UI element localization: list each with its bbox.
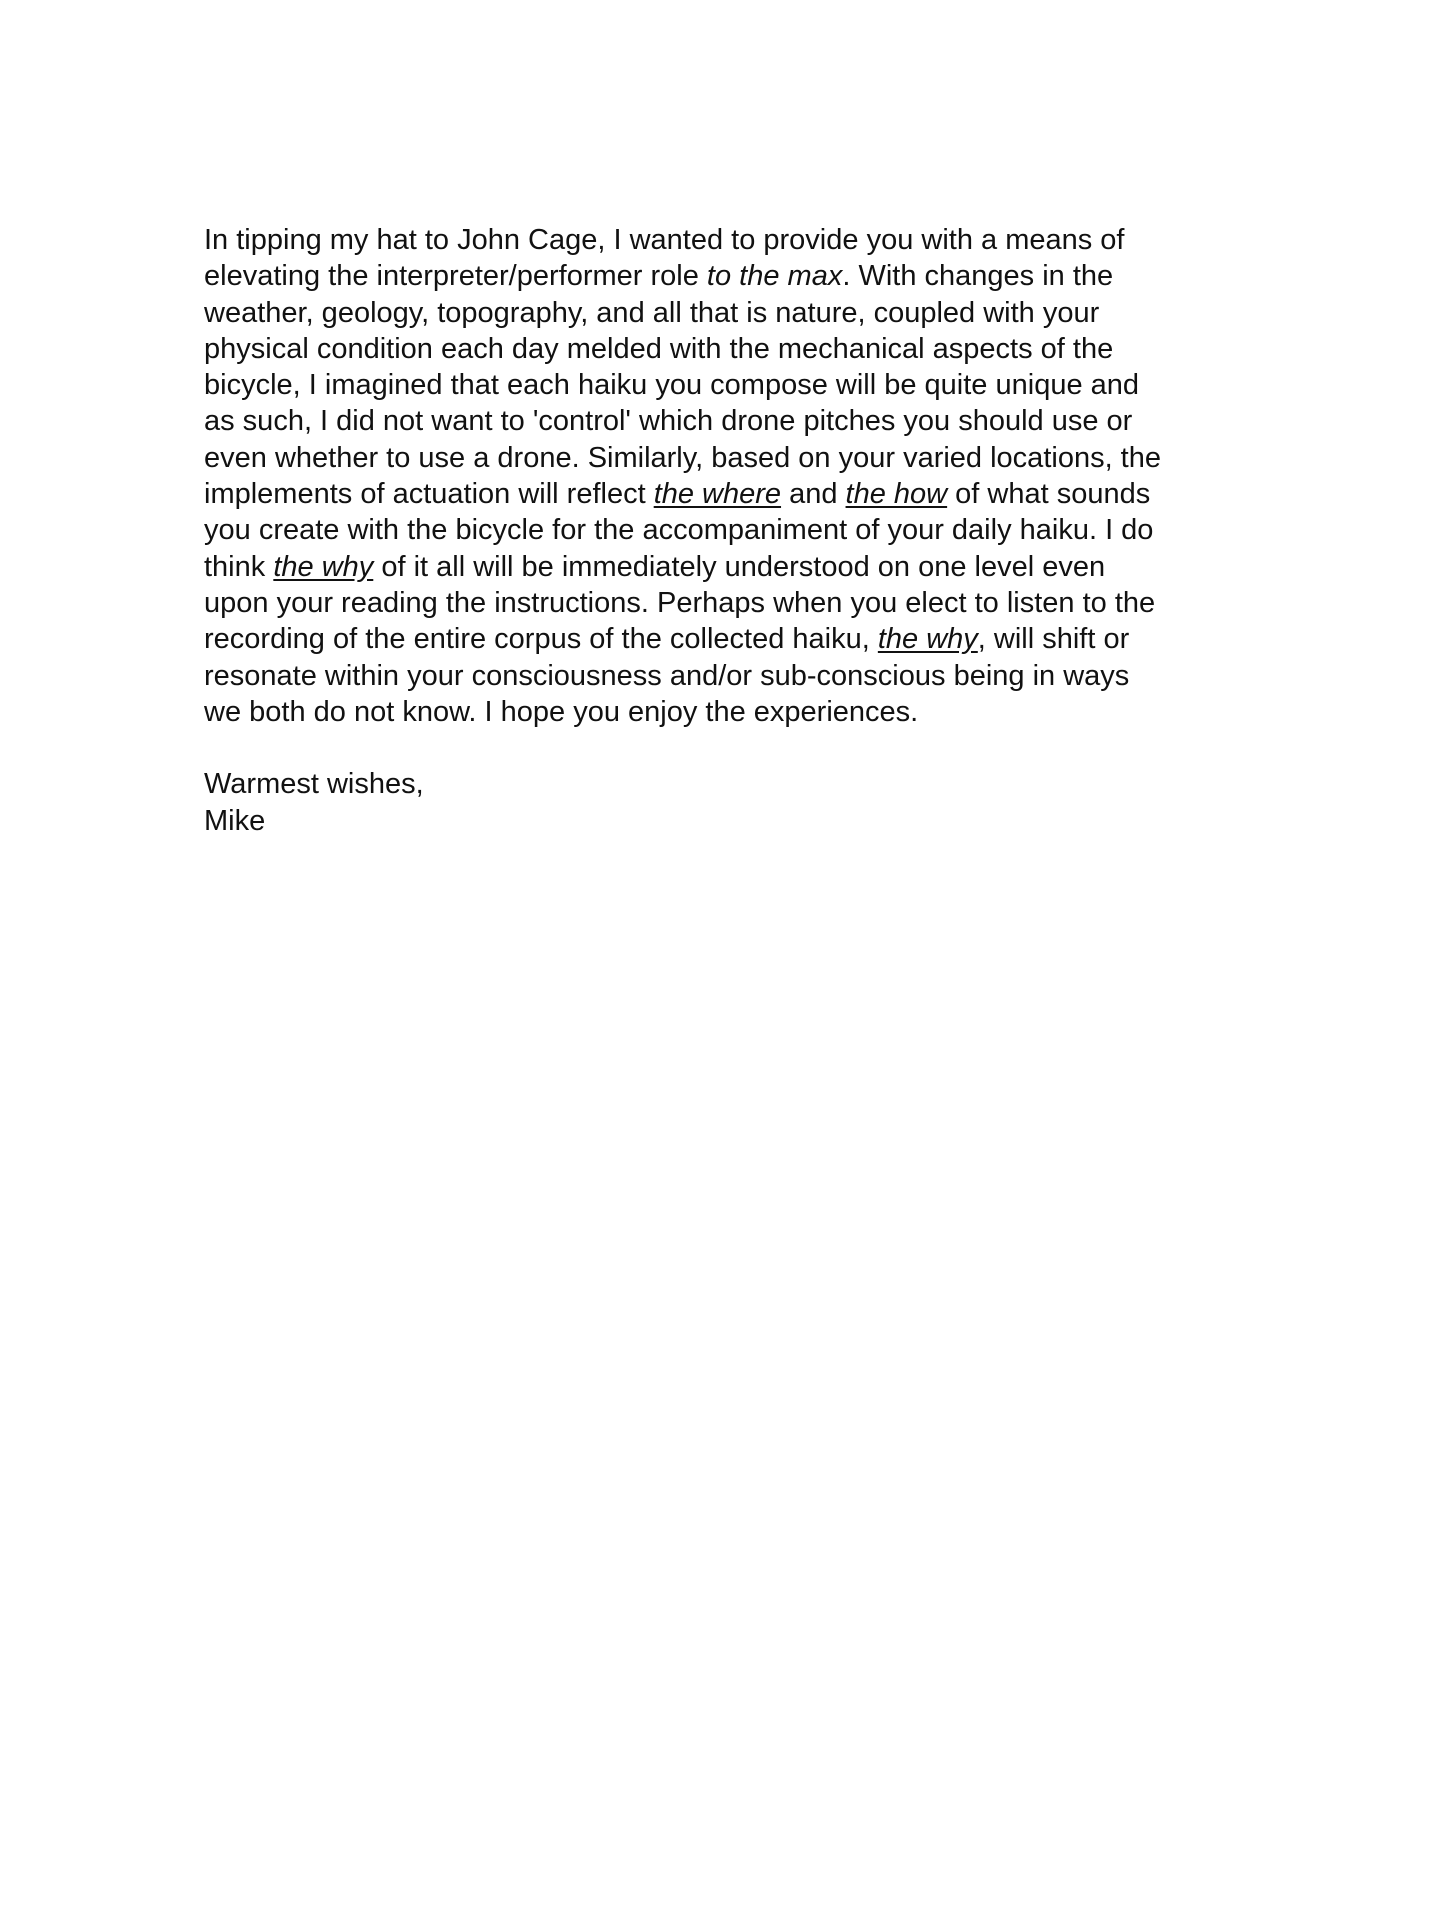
letter-line <box>204 331 1264 367</box>
text-run: . With changes in the <box>842 260 1114 293</box>
text-run: we both do not know. I hope you enjoy the experiences. <box>204 695 919 728</box>
letter-line <box>204 367 1264 403</box>
text-run: upon your reading the instructions. Perhaps when you elect to listen to the <box>204 586 1156 619</box>
letter-line <box>204 658 1264 694</box>
text-run: implements of actuation will reflect <box>204 478 654 511</box>
text-run: elevating the interpreter/performer role <box>204 260 707 293</box>
underlined-italic-phrase: the where <box>653 478 782 511</box>
letter-line <box>204 694 1264 730</box>
text-run: In tipping my hat to John Cage, I wanted to provide you with a means of <box>204 224 1125 256</box>
letter-line <box>204 295 1264 331</box>
letter-line <box>204 258 1264 294</box>
letter-line <box>204 621 1264 657</box>
letter-line <box>204 476 1264 512</box>
letter-line <box>204 549 1264 585</box>
text-run: , will shift or <box>977 623 1130 656</box>
text-run: of what sounds <box>947 478 1151 511</box>
letter-line <box>204 585 1264 621</box>
letter-line <box>204 222 1264 258</box>
text-run: as such, I did not want to 'control' which drone pitches you should use or <box>204 405 1133 438</box>
closing-line: Warmest wishes, <box>204 768 424 801</box>
letter-line <box>204 403 1264 439</box>
italic-phrase: to the max <box>706 260 843 293</box>
underlined-italic-phrase: the why <box>877 623 978 656</box>
text-run: weather, geology, topography, and all that is nature, coupled with your <box>204 296 1100 329</box>
text-run: bicycle, I imagined that each haiku you compose will be quite unique and <box>204 369 1140 402</box>
text-run: and <box>781 478 846 511</box>
text-run: of it all will be immediately understood on one level even <box>373 550 1106 583</box>
underlined-italic-phrase: the why <box>273 550 374 583</box>
text-run: physical condition each day melded with the mechanical aspects of the <box>204 332 1114 365</box>
text-run: you create with the bicycle for the accompaniment of your daily haiku. I do <box>204 514 1154 547</box>
paragraph-gap <box>204 730 1264 766</box>
text-run: think <box>204 550 274 583</box>
letter-body <box>204 222 1264 839</box>
letter-line <box>204 512 1264 548</box>
text-run: even whether to use a drone. Similarly, based on your varied locations, the <box>204 441 1161 474</box>
text-run: recording of the entire corpus of the collected haiku, <box>204 623 878 656</box>
signature: Mike <box>204 804 266 837</box>
text-run: resonate within your consciousness and/or sub-conscious being in ways <box>204 659 1130 692</box>
underlined-italic-phrase: the how <box>845 478 948 511</box>
letter-line <box>204 440 1264 476</box>
